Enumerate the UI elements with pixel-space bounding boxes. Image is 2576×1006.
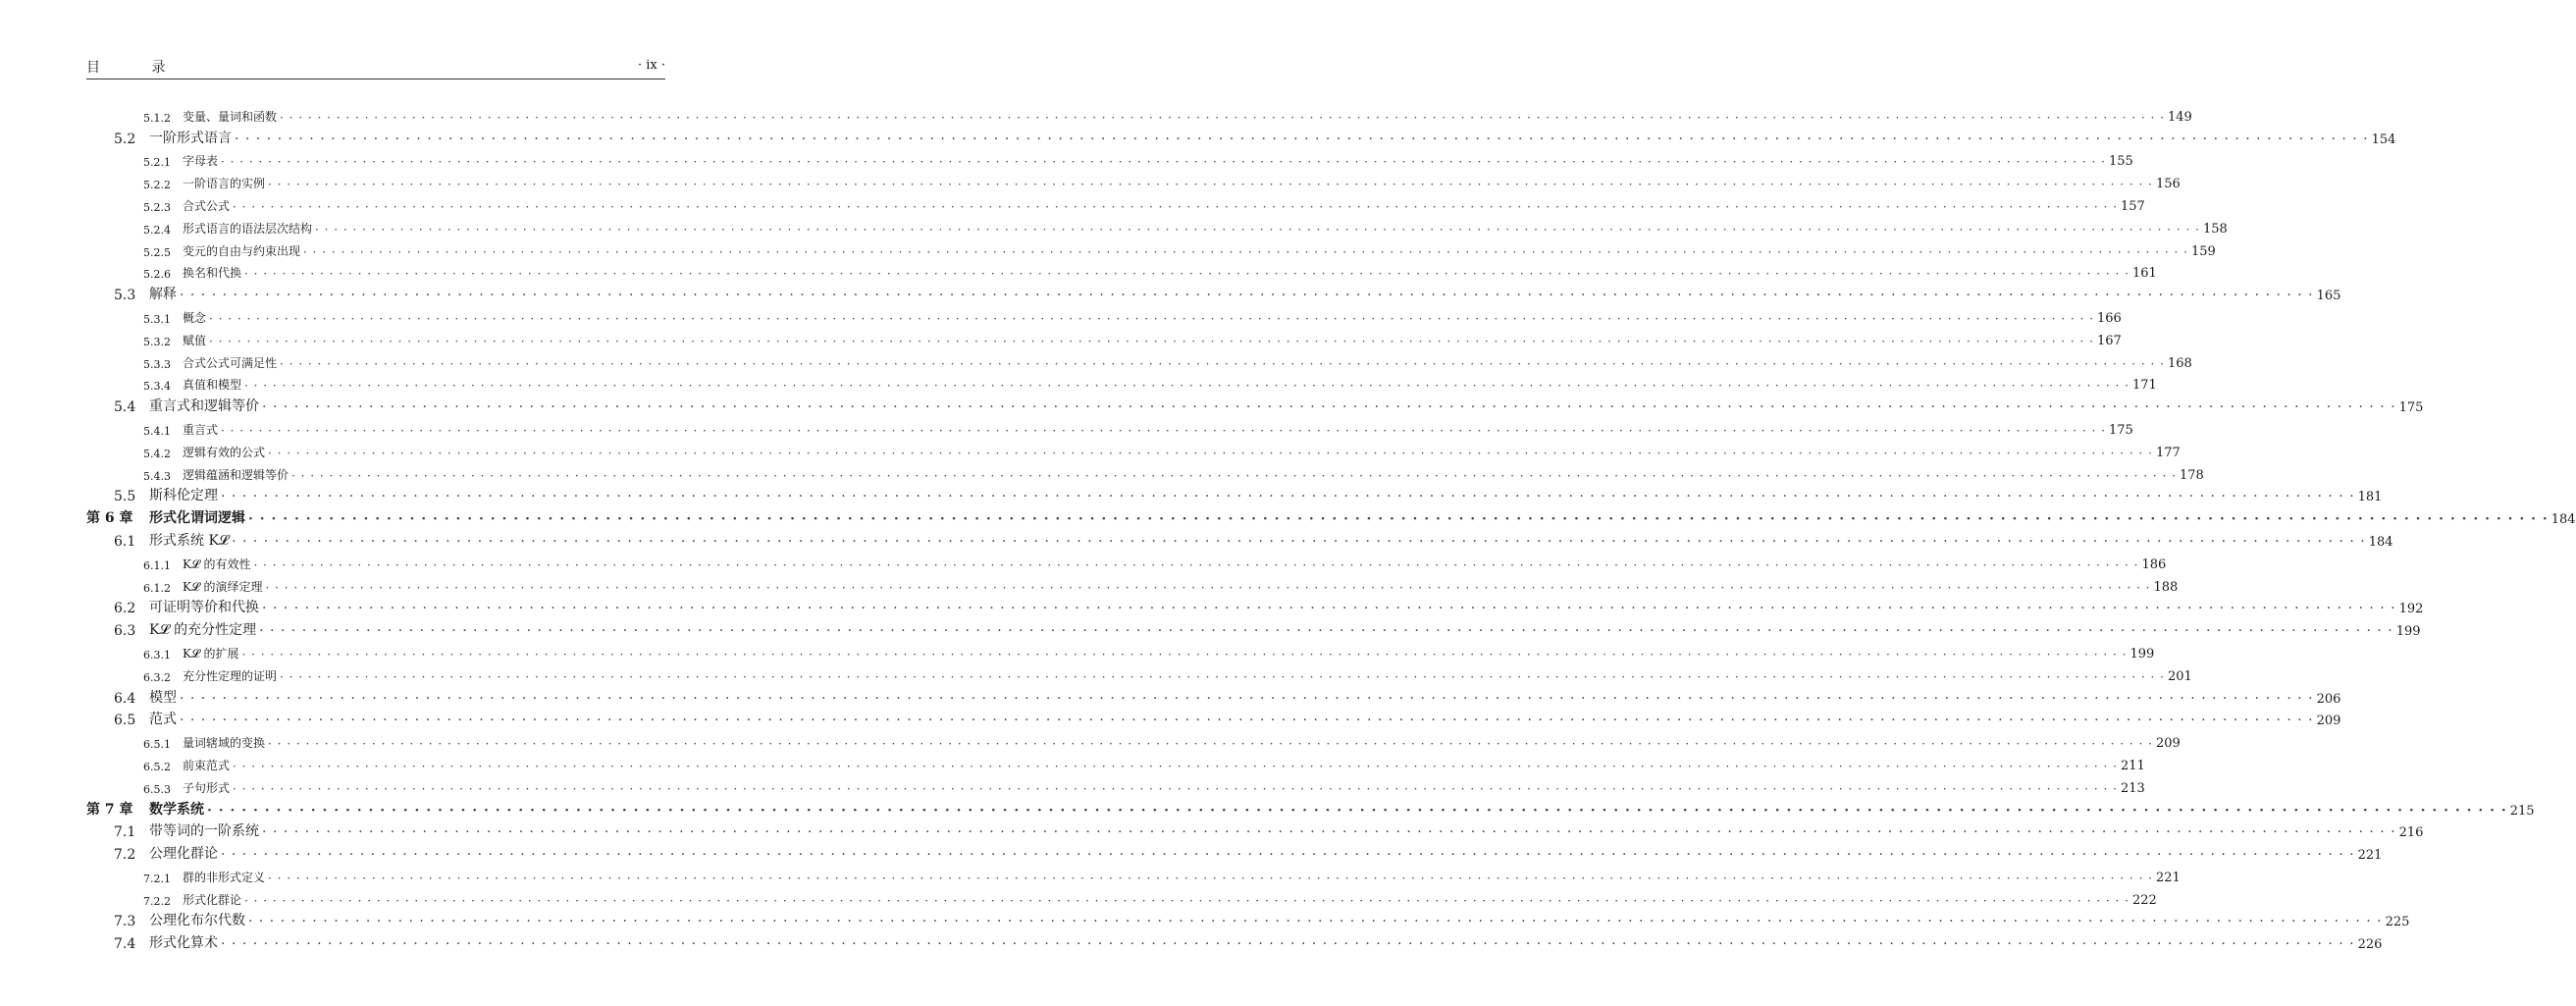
toc-number: 7.4	[114, 936, 136, 953]
toc-number: 6.3.2	[143, 670, 171, 684]
toc-entry-chap	[86, 796, 2535, 819]
toc-entry-sec	[86, 707, 2341, 729]
toc-title: 形式语言的语法层次结构	[183, 221, 313, 236]
dot-leader: · · · · · · · · · · · · · · · · · · · · · · · · · · · · · · · · · · · · · · · · · · · · · · · · · · · · · · · · · · · · · · · · · · · · · · · · · · · · · · · · · · · · · · · · · · · · · · · · · · · · · · · · · · · · · · · · · · · · · · · · · · · · · · · · · · · · · · · · · · · · · · · · · · · · · · · · · · · · · · · · · · · · · · · · · · · · · · · · · · · · · · · · · · · · · · · · · · · · · · · ·	[262, 824, 2396, 841]
toc-title: 前束范式	[183, 758, 231, 772]
toc-page-number: 155	[2108, 154, 2133, 170]
toc-number: 6.3	[114, 623, 136, 640]
toc-title: 一阶形式语言	[149, 130, 232, 146]
dot-leader: · · · · · · · · · · · · · · · · · · · · · · · · · · · · · · · · · · · · · · · · · · · · · · · · · · · · · · · · · · · · · · · · · · · · · · · · · · · · · · · · · · · · · · · · · · · · · · · · · · · · · · · · · · · · · · · · · · · · · · · · · · · · · · · · · · · · · · · · · · · · · · · · · · · · · · · · · · · · · · · · · · · · · · · · · · · · · · · · · · · · · · · · · · · · · · · · · · · · · · · ·	[235, 131, 2369, 147]
dot-leader: · · · · · · · · · · · · · · · · · · · · · · · · · · · · · · · · · · · · · · · · · · · · · · · · · · · · · · · · · · · · · · · · · · · · · · · · · · · · · · · · · · · · · · · · · · · · · · · · · · · · · · · · · · · · · · · · · · · · · · · · · · · · · · · · · · · · · · · · · · · · · · · · · · · · · · · · · · · · · · · · · · · · · · · · · · · · · · · · · · · · · · · · · · · · · · · · · · · · · · · ·	[209, 334, 2094, 348]
toc-number: 6.4	[114, 690, 136, 707]
toc-page-number: 201	[2167, 668, 2192, 684]
toc-page-number: 184	[2368, 534, 2393, 550]
toc-entry-sub	[86, 102, 2192, 125]
toc-number: 6.3.1	[143, 648, 171, 662]
dot-leader: · · · · · · · · · · · · · · · · · · · · · · · · · · · · · · · · · · · · · · · · · · · · · · · · · · · · · · · · · · · · · · · · · · · · · · · · · · · · · · · · · · · · · · · · · · · · · · · · · · · · · · · · · · · · · · · · · · · · · · · · · · · · · · · · · · · · · · · · · · · · · · · · · · · · · · · · · · · · · · · · · · · · · · · · · · · · · · · · · · · · · · · · · · · · · · · · · · · · · · · ·	[221, 423, 2106, 438]
header-title: 目 录	[86, 60, 189, 76]
toc-title: 合式公式可满足性	[183, 355, 278, 370]
toc-title: 重言式和逻辑等价	[149, 398, 259, 415]
toc-number: 5.2.4	[143, 223, 171, 237]
toc-title: 合式公式	[183, 198, 231, 213]
dot-leader: · · · · · · · · · · · · · · · · · · · · · · · · · · · · · · · · · · · · · · · · · · · · · · · · · · · · · · · · · · · · · · · · · · · · · · · · · · · · · · · · · · · · · · · · · · · · · · · · · · · · · · · · · · · · · · · · · · · · · · · · · · · · · · · · · · · · · · · · · · · · · · · · · · · · · · · · · · · · · · · · · · · · · · · · · · · · · · · · · · · · · · · · · · · · · · · · · · · · · · · ·	[315, 222, 2200, 237]
toc-page-number: 211	[2120, 758, 2145, 773]
toc-number: 5.3.1	[143, 312, 171, 326]
toc-entry-sub	[86, 662, 2192, 684]
toc-page-number: 199	[2129, 646, 2155, 662]
dot-leader: · · · · · · · · · · · · · · · · · · · · · · · · · · · · · · · · · · · · · · · · · · · · · · · · · · · · · · · · · · · · · · · · · · · · · · · · · · · · · · · · · · · · · · · · · · · · · · · · · · · · · · · · · · · · · · · · · · · · · · · · · · · · · · · · · · · · · · · · · · · · · · · · · · · · · · · · · · · · · · · · · · · · · · · · · · · · · · · · · · · · · · · · · · · · · · · · · · · · · · · ·	[268, 871, 2153, 885]
dot-leader: · · · · · · · · · · · · · · · · · · · · · · · · · · · · · · · · · · · · · · · · · · · · · · · · · · · · · · · · · · · · · · · · · · · · · · · · · · · · · · · · · · · · · · · · · · · · · · · · · · · · · · · · · · · · · · · · · · · · · · · · · · · · · · · · · · · · · · · · · · · · · · · · · · · · · · · · · · · · · · · · · · · · · · · · · · · · · · · · · · · · · · · · · · · · · · · · · · · · · · · ·	[280, 110, 2165, 125]
dot-leader: · · · · · · · · · · · · · · · · · · · · · · · · · · · · · · · · · · · · · · · · · · · · · · · · · · · · · · · · · · · · · · · · · · · · · · · · · · · · · · · · · · · · · · · · · · · · · · · · · · · · · · · · · · · · · · · · · · · · · · · · · · · · · · · · · · · · · · · · · · · · · · · · · · · · · · · · · · · · · · · · · · · · · · · · · · · · · · · · · · · · · · · · · · · · · · · · · · · · · · · ·	[248, 914, 2383, 930]
toc-page-number: 226	[2357, 937, 2383, 953]
toc-entry-sub	[86, 728, 2181, 752]
toc-number: 5.3.3	[143, 357, 171, 371]
toc-entry-sub	[86, 863, 2181, 885]
toc-number: 5.2.1	[143, 156, 171, 170]
toc-entry-sub	[86, 415, 2133, 438]
toc-number: 5.3	[114, 288, 136, 304]
toc-page-number: 216	[2398, 825, 2424, 841]
toc-number: 5.4.2	[143, 447, 171, 460]
toc-number: 6.5.1	[143, 738, 171, 752]
toc-number: 6.5.3	[143, 782, 171, 796]
toc-title: 子句形式	[183, 780, 231, 795]
toc-page-number: 199	[2395, 624, 2421, 640]
toc-title: K𝓛 的扩展	[183, 646, 239, 661]
toc-number: 6.1.2	[143, 581, 171, 595]
toc-page-number: 221	[2155, 870, 2181, 885]
dot-leader: · · · · · · · · · · · · · · · · · · · · · · · · · · · · · · · · · · · · · · · · · · · · · · · · · · · · · · · · · · · · · · · · · · · · · · · · · · · · · · · · · · · · · · · · · · · · · · · · · · · · · · · · · · · · · · · · · · · · · · · · · · · · · · · · · · · · · · · · · · · · · · · · · · · · · · · · · · · · · · · · · · · · · · · · · · · · · · · · · · · · · · · · · · · · · · · · · · · · · · · ·	[259, 623, 2393, 640]
toc-title: 公理化群论	[149, 846, 218, 863]
toc-number: 7.2	[114, 847, 136, 864]
toc-entry-sub	[86, 751, 2145, 773]
toc-title: 逻辑有效的公式	[183, 445, 266, 459]
toc-entry-chap	[86, 504, 2576, 528]
toc-page-number: 175	[2108, 422, 2133, 438]
toc-page-number: 221	[2357, 848, 2383, 864]
toc-title: 可证明等价和代换	[149, 600, 259, 616]
toc-title: 范式	[149, 712, 177, 728]
dot-leader: · · · · · · · · · · · · · · · · · · · · · · · · · · · · · · · · · · · · · · · · · · · · · · · · · · · · · · · · · · · · · · · · · · · · · · · · · · · · · · · · · · · · · · · · · · · · · · · · · · · · · · · · · · · · · · · · · · · · · · · · · · · · · · · · · · · · · · · · · · · · · · · · · · · · · · · · · · · · · · · · · · · · · · · · · · · · · · · · · · · · · · · · · · · · · · · · · · · · · · · ·	[244, 267, 2129, 282]
toc-title: 形式系统 K𝓛	[149, 532, 230, 549]
toc-title: 一阶语言的实例	[183, 177, 266, 191]
toc-title: 字母表	[183, 154, 219, 169]
toc-entry-sub	[86, 348, 2192, 371]
toc-entry-sub	[86, 371, 2157, 394]
toc-number: 5.5	[114, 489, 136, 505]
dot-leader: · · · · · · · · · · · · · · · · · · · · · · · · · · · · · · · · · · · · · · · · · · · · · · · · · · · · · · · · · · · · · · · · · · · · · · · · · · · · · · · · · · · · · · · · · · · · · · · · · · · · · · · · · · · · · · · · · · · · · · · · · · · · · · · · · · · · · · · · · · · · · · · · · · · · · · · · · · · · · · · · · · · · · · · · · · · · · · · · · · · · · · · · · · · · · · · · · · · · · · · ·	[280, 356, 2165, 371]
dot-leader: · · · · · · · · · · · · · · · · · · · · · · · · · · · · · · · · · · · · · · · · · · · · · · · · · · · · · · · · · · · · · · · · · · · · · · · · · · · · · · · · · · · · · · · · · · · · · · · · · · · · · · · · · · · · · · · · · · · · · · · · · · · · · · · · · · · · · · · · · · · · · · · · · · · · · · · · · · · · · · · · · · · · · · · · · · · · · · · · · · · · · · · · · · · · · · · · · · · · · · · ·	[180, 690, 2314, 707]
toc-entry-sec	[86, 616, 2421, 640]
toc-entry-sub	[86, 214, 2228, 237]
toc-page-number: 213	[2120, 780, 2145, 796]
toc-entry-sec	[86, 281, 2341, 304]
running-header	[86, 57, 665, 79]
toc-entry-sub	[86, 326, 2122, 348]
toc-entry-sec	[86, 908, 2410, 930]
toc-title: 概念	[183, 310, 207, 325]
toc-entry-sub	[86, 438, 2181, 460]
dot-leader: · · · · · · · · · · · · · · · · · · · · · · · · · · · · · · · · · · · · · · · · · · · · · · · · · · · · · · · · · · · · · · · · · · · · · · · · · · · · · · · · · · · · · · · · · · · · · · · · · · · · · · · · · · · · · · · · · · · · · · · · · · · · · · · · · · · · · · · · · · · · · · · · · · · · · · · · · · · · · · · · · · · · · · · · · · · · · · · · · · · · · · · · · · · · · · · · · · · · · · · ·	[233, 199, 2118, 214]
toc-page-number: 209	[2155, 736, 2181, 752]
toc-page-number: 184	[2550, 512, 2576, 528]
toc-page-number: 149	[2167, 109, 2192, 125]
dot-leader: · · · · · · · · · · · · · · · · · · · · · · · · · · · · · · · · · · · · · · · · · · · · · · · · · · · · · · · · · · · · · · · · · · · · · · · · · · · · · · · · · · · · · · · · · · · · · · · · · · · · · · · · · · · · · · · · · · · · · · · · · · · · · · · · · · · · · · · · · · · · · · · · · · · · · · · · · · · · · · · · · · · · · · · · · · · · · · · · · · · · · · · · · · · · · · · · · · · · · · · ·	[268, 446, 2153, 460]
toc-entry-sec	[86, 819, 2424, 841]
toc-number: 第 6 章	[86, 510, 133, 527]
dot-leader: · · · · · · · · · · · · · · · · · · · · · · · · · · · · · · · · · · · · · · · · · · · · · · · · · · · · · · · · · · · · · · · · · · · · · · · · · · · · · · · · · · · · · · · · · · · · · · · · · · · · · · · · · · · · · · · · · · · · · · · · · · · · · · · · · · · · · · · · · · · · · · · · · · · · · · · · · · · · · · · · · · · · · · · · · · · · · · · · · · · · · · · · · · · · · · · · · · · · · · · ·	[180, 713, 2314, 729]
dot-leader: · · · · · · · · · · · · · · · · · · · · · · · · · · · · · · · · · · · · · · · · · · · · · · · · · · · · · · · · · · · · · · · · · · · · · · · · · · · · · · · · · · · · · · · · · · · · · · · · · · · · · · · · · · · · · · · · · · · · · · · · · · · · · · · · · · · · · · · · · · · · · · · · · · · · · · · · · · · · · · · · · · · · · · · · · · · · · · · · · · · · · · · · · · · · · · · · · · · · · · · ·	[221, 847, 2355, 864]
toc-page-number: 225	[2385, 915, 2410, 930]
toc-number: 5.3.2	[143, 335, 171, 348]
toc-title: 充分性定理的证明	[183, 668, 278, 683]
dot-leader: · · · · · · · · · · · · · · · · · · · · · · · · · · · · · · · · · · · · · · · · · · · · · · · · · · · · · · · · · · · · · · · · · · · · · · · · · · · · · · · · · · · · · · · · · · · · · · · · · · · · · · · · · · · · · · · · · · · · · · · · · · · · · · · · · · · · · · · · · · · · · · · · · · · · · · · · · · · · · · · · · · · · · · · · · · · · · · · · · · · · · · · · · · · · · · · · · · · · · · · ·	[253, 557, 2139, 572]
toc-title: 带等词的一阶系统	[149, 823, 259, 840]
toc-page-number: 177	[2155, 445, 2181, 460]
dot-leader: · · · · · · · · · · · · · · · · · · · · · · · · · · · · · · · · · · · · · · · · · · · · · · · · · · · · · · · · · · · · · · · · · · · · · · · · · · · · · · · · · · · · · · · · · · · · · · · · · · · · · · · · · · · · · · · · · · · · · · · · · · · · · · · · · · · · · · · · · · · · · · · · · · · · · · · · · · · · · · · · · · · · · · · · · · · · · · · · · · · · · · · · · · · · · · · · · · · · · · · ·	[209, 311, 2094, 326]
toc-number: 5.2.2	[143, 179, 171, 192]
toc-entry-sec	[86, 929, 2383, 953]
toc-entry-sub	[86, 303, 2122, 326]
dot-leader: · · · · · · · · · · · · · · · · · · · · · · · · · · · · · · · · · · · · · · · · · · · · · · · · · · · · · · · · · · · · · · · · · · · · · · · · · · · · · · · · · · · · · · · · · · · · · · · · · · · · · · · · · · · · · · · · · · · · · · · · · · · · · · · · · · · · · · · · · · · · · · · · · · · · · · · · · · · · · · · · · · · · · · · · · · · · · · · · · · · · · · · · · · · · · · · · · · · · · · · ·	[268, 737, 2153, 752]
dot-leader: · · · · · · · · · · · · · · · · · · · · · · · · · · · · · · · · · · · · · · · · · · · · · · · · · · · · · · · · · · · · · · · · · · · · · · · · · · · · · · · · · · · · · · · · · · · · · · · · · · · · · · · · · · · · · · · · · · · · · · · · · · · · · · · · · · · · · · · · · · · · · · · · · · · · · · · · · · · · · · · · · · · · · · · · · · · · · · · · · · · · · · · · · · · · · · · · · · · · · · · ·	[262, 399, 2396, 416]
dot-leader: · · · · · · · · · · · · · · · · · · · · · · · · · · · · · · · · · · · · · · · · · · · · · · · · · · · · · · · · · · · · · · · · · · · · · · · · · · · · · · · · · · · · · · · · · · · · · · · · · · · · · · · · · · · · · · · · · · · · · · · · · · · · · · · · · · · · · · · · · · · · · · · · · · · · · · · · · · · · · · · · · · · · · · · · · · · · · · · · · · · · · · · · · · · · · · · · · · · · · · · ·	[248, 511, 2549, 528]
toc-entry-sec	[86, 483, 2383, 505]
toc-entry-sub	[86, 147, 2133, 170]
toc-page-number: 206	[2316, 691, 2341, 707]
dot-leader: · · · · · · · · · · · · · · · · · · · · · · · · · · · · · · · · · · · · · · · · · · · · · · · · · · · · · · · · · · · · · · · · · · · · · · · · · · · · · · · · · · · · · · · · · · · · · · · · · · · · · · · · · · · · · · · · · · · · · · · · · · · · · · · · · · · · · · · · · · · · · · · · · · · · · · · · · · · · · · · · · · · · · · · · · · · · · · · · · · · · · · · · · · · · · · · · · · · · · · · ·	[262, 601, 2396, 617]
toc-title: 变量、量词和函数	[183, 109, 278, 124]
toc-entry-sub	[86, 191, 2145, 214]
toc-entry-sub	[86, 885, 2157, 908]
dot-leader: · · · · · · · · · · · · · · · · · · · · · · · · · · · · · · · · · · · · · · · · · · · · · · · · · · · · · · · · · · · · · · · · · · · · · · · · · · · · · · · · · · · · · · · · · · · · · · · · · · · · · · · · · · · · · · · · · · · · · · · · · · · · · · · · · · · · · · · · · · · · · · · · · · · · · · · · · · · · · · · · · · · · · · · · · · · · · · · · · · · · · · · · · · · · · · · · · · · · · · · ·	[221, 155, 2106, 170]
toc-title: 群的非形式定义	[183, 870, 266, 884]
dot-leader: · · · · · · · · · · · · · · · · · · · · · · · · · · · · · · · · · · · · · · · · · · · · · · · · · · · · · · · · · · · · · · · · · · · · · · · · · · · · · · · · · · · · · · · · · · · · · · · · · · · · · · · · · · · · · · · · · · · · · · · · · · · · · · · · · · · · · · · · · · · · · · · · · · · · · · · · · · · · · · · · · · · · · · · · · · · · · · · · · · · · · · · · · · · · · · · · · · · · · · · ·	[291, 468, 2177, 483]
toc-page-number: 175	[2398, 400, 2424, 416]
toc-title: 形式化谓词逻辑	[149, 510, 245, 527]
toc-page-number: 188	[2153, 579, 2179, 595]
toc-page-number: 171	[2131, 378, 2157, 394]
toc-number: 7.2.1	[143, 872, 171, 885]
toc-title: 量词辖域的变换	[183, 736, 266, 751]
toc-number: 5.4.1	[143, 424, 171, 438]
toc-title: 逻辑蕴涵和逻辑等价	[183, 467, 289, 482]
toc-page-number: 156	[2155, 177, 2181, 192]
toc-number: 7.1	[114, 824, 136, 841]
toc-page-number: 192	[2398, 602, 2424, 617]
toc-title: 数学系统	[149, 801, 204, 818]
toc-title: 赋值	[183, 333, 207, 347]
dot-leader: · · · · · · · · · · · · · · · · · · · · · · · · · · · · · · · · · · · · · · · · · · · · · · · · · · · · · · · · · · · · · · · · · · · · · · · · · · · · · · · · · · · · · · · · · · · · · · · · · · · · · · · · · · · · · · · · · · · · · · · · · · · · · · · · · · · · · · · · · · · · · · · · · · · · · · · · · · · · · · · · · · · · · · · · · · · · · · · · · · · · · · · · · · · · · · · · · · · · · · · ·	[241, 647, 2128, 662]
toc-title: 形式化群论	[183, 892, 242, 907]
toc-entry-sub	[86, 259, 2157, 282]
toc-entry-sec	[86, 595, 2424, 617]
toc-entry-sub	[86, 460, 2204, 483]
header-page-number: · ix ·	[637, 58, 665, 73]
toc-number: 5.1.2	[143, 111, 171, 125]
dot-leader: · · · · · · · · · · · · · · · · · · · · · · · · · · · · · · · · · · · · · · · · · · · · · · · · · · · · · · · · · · · · · · · · · · · · · · · · · · · · · · · · · · · · · · · · · · · · · · · · · · · · · · · · · · · · · · · · · · · · · · · · · · · · · · · · · · · · · · · · · · · · · · · · · · · · · · · · · · · · · · · · · · · · · · · · · · · · · · · · · · · · · · · · · · · · · · · · · · · · · · · ·	[233, 759, 2118, 773]
toc-number: 6.5	[114, 713, 136, 729]
toc-title: 真值和模型	[183, 378, 242, 393]
toc-page-number: 167	[2096, 333, 2122, 348]
toc-title: K𝓛 的有效性	[183, 556, 251, 571]
toc-title: 斯科伦定理	[149, 488, 218, 504]
toc-entry-sec	[86, 840, 2383, 864]
dot-leader: · · · · · · · · · · · · · · · · · · · · · · · · · · · · · · · · · · · · · · · · · · · · · · · · · · · · · · · · · · · · · · · · · · · · · · · · · · · · · · · · · · · · · · · · · · · · · · · · · · · · · · · · · · · · · · · · · · · · · · · · · · · · · · · · · · · · · · · · · · · · · · · · · · · · · · · · · · · · · · · · · · · · · · · · · · · · · · · · · · · · · · · · · · · · · · · · · · · · · · · ·	[303, 244, 2188, 259]
toc-number: 6.1.1	[143, 558, 171, 572]
toc-title: 形式化算术	[149, 935, 218, 952]
dot-leader: · · · · · · · · · · · · · · · · · · · · · · · · · · · · · · · · · · · · · · · · · · · · · · · · · · · · · · · · · · · · · · · · · · · · · · · · · · · · · · · · · · · · · · · · · · · · · · · · · · · · · · · · · · · · · · · · · · · · · · · · · · · · · · · · · · · · · · · · · · · · · · · · · · · · · · · · · · · · · · · · · · · · · · · · · · · · · · · · · · · · · · · · · · · · · · · · · · · · · · · ·	[268, 178, 2153, 192]
toc-entry-sec	[86, 527, 2393, 550]
toc-page-number: 186	[2141, 556, 2167, 572]
dot-leader: · · · · · · · · · · · · · · · · · · · · · · · · · · · · · · · · · · · · · · · · · · · · · · · · · · · · · · · · · · · · · · · · · · · · · · · · · · · · · · · · · · · · · · · · · · · · · · · · · · · · · · · · · · · · · · · · · · · · · · · · · · · · · · · · · · · · · · · · · · · · · · · · · · · · · · · · · · · · · · · · · · · · · · · · · · · · · · · · · · · · · · · · · · · · · · · · · · · · · · · ·	[180, 288, 2314, 304]
toc-entry-sub	[86, 572, 2179, 595]
toc-page-number: 215	[2509, 803, 2535, 819]
toc-title: 换名和代换	[183, 266, 242, 281]
toc-entry-sub	[86, 773, 2145, 796]
toc-page-number: 157	[2120, 198, 2145, 214]
toc-number: 第 7 章	[86, 801, 133, 818]
dot-leader: · · · · · · · · · · · · · · · · · · · · · · · · · · · · · · · · · · · · · · · · · · · · · · · · · · · · · · · · · · · · · · · · · · · · · · · · · · · · · · · · · · · · · · · · · · · · · · · · · · · · · · · · · · · · · · · · · · · · · · · · · · · · · · · · · · · · · · · · · · · · · · · · · · · · · · · · · · · · · · · · · · · · · · · · · · · · · · · · · · · · · · · · · · · · · · · · · · · · · · · ·	[244, 893, 2129, 908]
table-of-contents	[86, 102, 2576, 953]
toc-page-number: 166	[2096, 310, 2122, 326]
toc-page-number: 161	[2131, 266, 2157, 282]
dot-leader: · · · · · · · · · · · · · · · · · · · · · · · · · · · · · · · · · · · · · · · · · · · · · · · · · · · · · · · · · · · · · · · · · · · · · · · · · · · · · · · · · · · · · · · · · · · · · · · · · · · · · · · · · · · · · · · · · · · · · · · · · · · · · · · · · · · · · · · · · · · · · · · · · · · · · · · · · · · · · · · · · · · · · · · · · · · · · · · · · · · · · · · · · · · · · · · · · · · · · · · ·	[233, 781, 2118, 796]
toc-title: 模型	[149, 689, 177, 706]
dot-leader: · · · · · · · · · · · · · · · · · · · · · · · · · · · · · · · · · · · · · · · · · · · · · · · · · · · · · · · · · · · · · · · · · · · · · · · · · · · · · · · · · · · · · · · · · · · · · · · · · · · · · · · · · · · · · · · · · · · · · · · · · · · · · · · · · · · · · · · · · · · · · · · · · · · · · · · · · · · · · · · · · · · · · · · · · · · · · · · · · · · · · · · · · · · · · · · · · · · · · · · ·	[232, 533, 2366, 550]
dot-leader: · · · · · · · · · · · · · · · · · · · · · · · · · · · · · · · · · · · · · · · · · · · · · · · · · · · · · · · · · · · · · · · · · · · · · · · · · · · · · · · · · · · · · · · · · · · · · · · · · · · · · · · · · · · · · · · · · · · · · · · · · · · · · · · · · · · · · · · · · · · · · · · · · · · · · · · · · · · · · · · · · · · · · · · · · · · · · · · · · · · · · · · · · · · · · · · · · · · · · · · ·	[221, 936, 2355, 953]
toc-number: 5.2.3	[143, 200, 171, 214]
toc-number: 6.1	[114, 533, 136, 550]
toc-page-number: 222	[2131, 892, 2157, 908]
toc-entry-sub	[86, 550, 2167, 572]
toc-page-number: 209	[2316, 714, 2341, 729]
toc-number: 5.4.3	[143, 469, 171, 483]
toc-number: 7.2.2	[143, 894, 171, 908]
toc-page-number: 178	[2179, 467, 2204, 483]
toc-number: 5.2.5	[143, 245, 171, 259]
toc-entry-sec	[86, 684, 2341, 707]
toc-entry-sub	[86, 169, 2181, 192]
toc-number: 5.4	[114, 399, 136, 416]
toc-title: K𝓛 的充分性定理	[149, 622, 257, 639]
toc-number: 5.3.4	[143, 380, 171, 394]
dot-leader: · · · · · · · · · · · · · · · · · · · · · · · · · · · · · · · · · · · · · · · · · · · · · · · · · · · · · · · · · · · · · · · · · · · · · · · · · · · · · · · · · · · · · · · · · · · · · · · · · · · · · · · · · · · · · · · · · · · · · · · · · · · · · · · · · · · · · · · · · · · · · · · · · · · · · · · · · · · · · · · · · · · · · · · · · · · · · · · · · · · · · · · · · · · · · · · · · · · · · · · ·	[207, 802, 2507, 819]
dot-leader: · · · · · · · · · · · · · · · · · · · · · · · · · · · · · · · · · · · · · · · · · · · · · · · · · · · · · · · · · · · · · · · · · · · · · · · · · · · · · · · · · · · · · · · · · · · · · · · · · · · · · · · · · · · · · · · · · · · · · · · · · · · · · · · · · · · · · · · · · · · · · · · · · · · · · · · · · · · · · · · · · · · · · · · · · · · · · · · · · · · · · · · · · · · · · · · · · · · · · · · ·	[244, 379, 2129, 394]
dot-leader: · · · · · · · · · · · · · · · · · · · · · · · · · · · · · · · · · · · · · · · · · · · · · · · · · · · · · · · · · · · · · · · · · · · · · · · · · · · · · · · · · · · · · · · · · · · · · · · · · · · · · · · · · · · · · · · · · · · · · · · · · · · · · · · · · · · · · · · · · · · · · · · · · · · · · · · · · · · · · · · · · · · · · · · · · · · · · · · · · · · · · · · · · · · · · · · · · · · · · · · ·	[265, 580, 2151, 595]
toc-page-number: 165	[2316, 289, 2341, 304]
toc-number: 6.2	[114, 601, 136, 617]
toc-page-number: 181	[2357, 490, 2383, 505]
toc-entry-sec	[86, 393, 2424, 416]
toc-title: K𝓛 的演绎定理	[183, 579, 263, 594]
toc-number: 5.2.6	[143, 268, 171, 282]
toc-entry-sub	[86, 639, 2155, 662]
dot-leader: · · · · · · · · · · · · · · · · · · · · · · · · · · · · · · · · · · · · · · · · · · · · · · · · · · · · · · · · · · · · · · · · · · · · · · · · · · · · · · · · · · · · · · · · · · · · · · · · · · · · · · · · · · · · · · · · · · · · · · · · · · · · · · · · · · · · · · · · · · · · · · · · · · · · · · · · · · · · · · · · · · · · · · · · · · · · · · · · · · · · · · · · · · · · · · · · · · · · · · · ·	[280, 669, 2165, 684]
toc-entry-sec	[86, 125, 2396, 147]
toc-number: 7.3	[114, 914, 136, 930]
toc-title: 重言式	[183, 422, 219, 437]
toc-entry-sub	[86, 237, 2216, 259]
toc-page-number: 168	[2167, 355, 2192, 371]
toc-title: 变元的自由与约束出现	[183, 243, 301, 258]
toc-number: 6.5.2	[143, 760, 171, 773]
toc-page-number: 159	[2190, 243, 2216, 259]
toc-page-number: 154	[2371, 132, 2396, 147]
toc-title: 解释	[149, 287, 177, 303]
toc-title: 公理化布尔代数	[149, 913, 245, 929]
toc-page-number: 158	[2202, 221, 2228, 237]
dot-leader: · · · · · · · · · · · · · · · · · · · · · · · · · · · · · · · · · · · · · · · · · · · · · · · · · · · · · · · · · · · · · · · · · · · · · · · · · · · · · · · · · · · · · · · · · · · · · · · · · · · · · · · · · · · · · · · · · · · · · · · · · · · · · · · · · · · · · · · · · · · · · · · · · · · · · · · · · · · · · · · · · · · · · · · · · · · · · · · · · · · · · · · · · · · · · · · · · · · · · · · ·	[221, 489, 2355, 505]
toc-number: 5.2	[114, 131, 136, 147]
